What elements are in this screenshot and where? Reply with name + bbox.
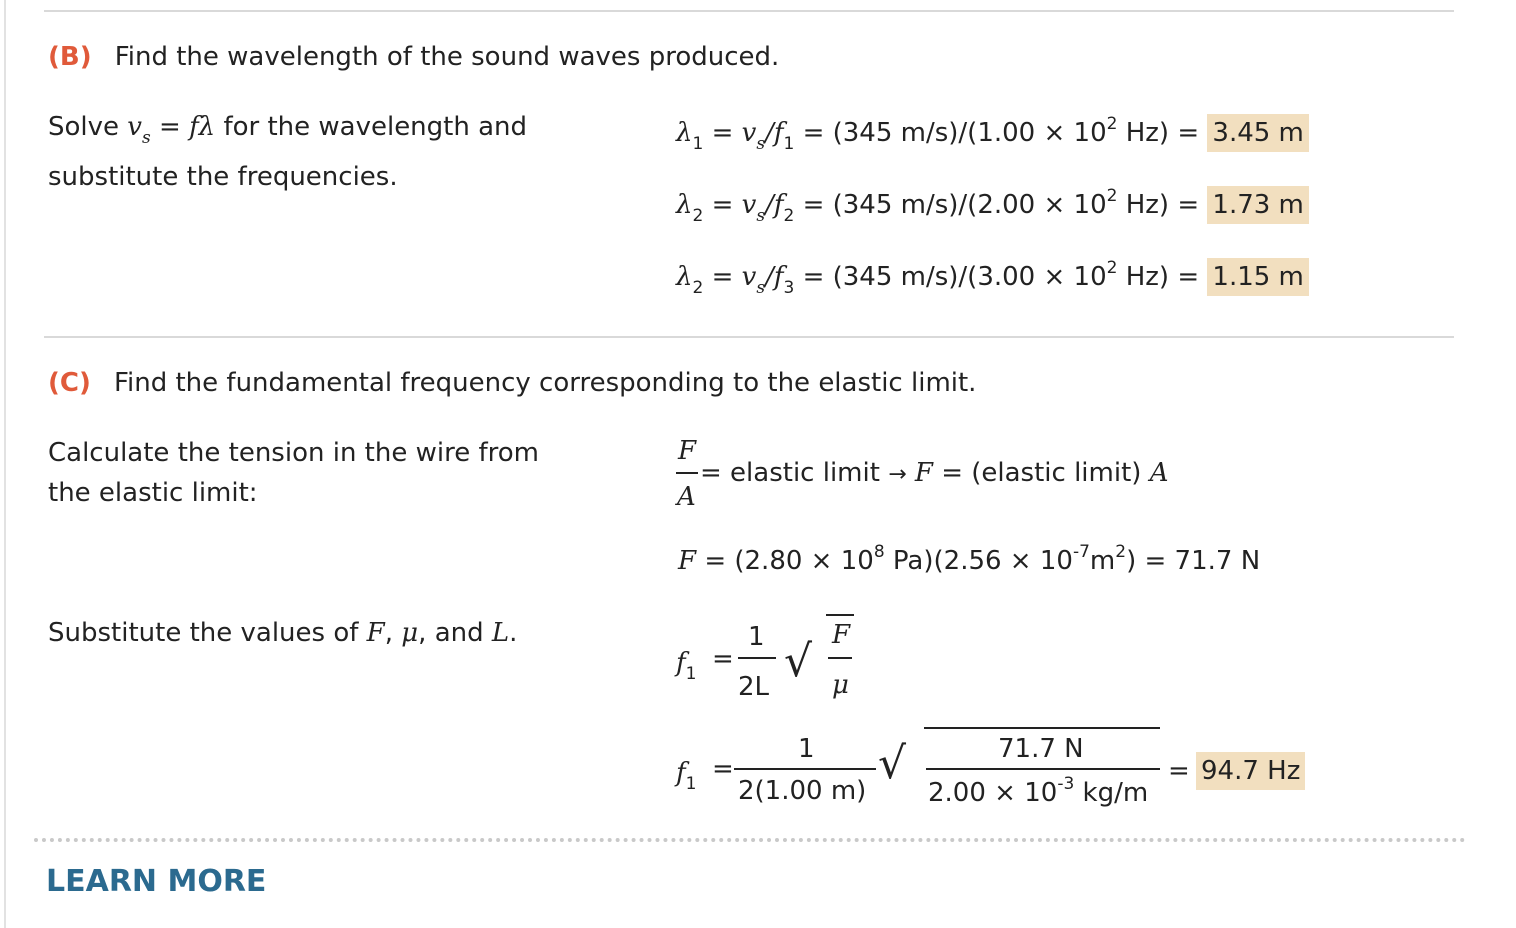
fraction-A-denominator: A: [677, 482, 696, 512]
learn-more-link[interactable]: LEARN MORE: [46, 864, 267, 899]
calc-inner-fraction-line: [926, 768, 1160, 770]
part-b-heading: [48, 42, 779, 72]
calc-f: $f_1$: [676, 758, 697, 794]
part-c-label: (C): [48, 368, 91, 398]
divider-top: [44, 10, 1454, 12]
formula-mu: μ: [832, 670, 849, 700]
calc-rad-denominator: $2.00 \times 10^{-3}$ kg/m: [928, 774, 1149, 808]
result-badge-3: 1.15 m: [1207, 258, 1308, 296]
sqrt-symbol: √: [784, 636, 813, 687]
result-badge-1: 3.45 m: [1207, 114, 1308, 152]
calc-fraction-line: [734, 768, 876, 770]
divider-middle: [44, 336, 1454, 338]
part-b-instruction: Solve $v_s = f\lambda$ for the wavelength and: [48, 112, 528, 148]
part-c-step2: Substitute the values of F, μ, and L.: [48, 618, 518, 648]
tension-equation: $F = (2.80 \times 10^8$ $Pa)(2.56 \times 10^{-7}m^2) = 71.7$ N: [678, 542, 1261, 576]
formula-fraction-line: [738, 657, 776, 659]
wavelength-equation-3: $\lambda_2 = v_s/f_3 = (345$ $m/s)/(3.00 \times 10^2$ Hz) = 1.15 m: [676, 262, 1309, 292]
fraction-F-numerator: F: [678, 436, 697, 466]
part-c-step1-line2: the elastic limit:: [48, 478, 258, 508]
part-b-label: (B): [48, 42, 92, 72]
left-border: [4, 0, 6, 928]
formula-denominator: 2L: [738, 672, 770, 702]
calc-sqrt-overbar: [924, 727, 1160, 729]
calc-numerator: 1: [798, 734, 815, 764]
calc-denominator: 2(1.00 m): [738, 776, 867, 806]
elastic-limit-equation: = elastic limit → F = (elastic limit) A: [700, 458, 1169, 488]
part-c-title: Find the fundamental frequency corresponding to the elastic limit.: [113, 368, 977, 398]
calc-result: 94.7 Hz: [1196, 756, 1305, 786]
result-badge-2: 1.73 m: [1207, 186, 1308, 224]
part-b-instruction-line2: substitute the frequencies.: [48, 162, 398, 192]
wavelength-equation-1: $\lambda_1 = v_s/f_1 = (345$ $m/s)/(1.00 \times 10^2$ Hz) = 3.45 m: [676, 118, 1309, 148]
part-c-heading: [48, 368, 976, 398]
formula-f: $f_1$: [676, 648, 697, 684]
part-c-step1-line1: Calculate the tension in the wire from: [48, 438, 539, 468]
fraction-line-FA: [676, 472, 698, 474]
formula-inner-fraction-line: [828, 657, 852, 659]
part-b-title: Find the wavelength of the sound waves produced.: [114, 42, 780, 72]
dotted-separator: [34, 838, 1466, 842]
wavelength-equation-2: $\lambda_2 = v_s/f_2 = (345$ $m/s)/(2.00 \times 10^2$ Hz) = 1.73 m: [676, 190, 1309, 220]
formula-numerator: 1: [748, 622, 765, 652]
calc-rad-numerator: 71.7 N: [998, 734, 1084, 764]
formula-F: F: [832, 620, 851, 650]
calc-sqrt-symbol: √: [878, 738, 907, 789]
sqrt-overbar: [826, 614, 854, 616]
